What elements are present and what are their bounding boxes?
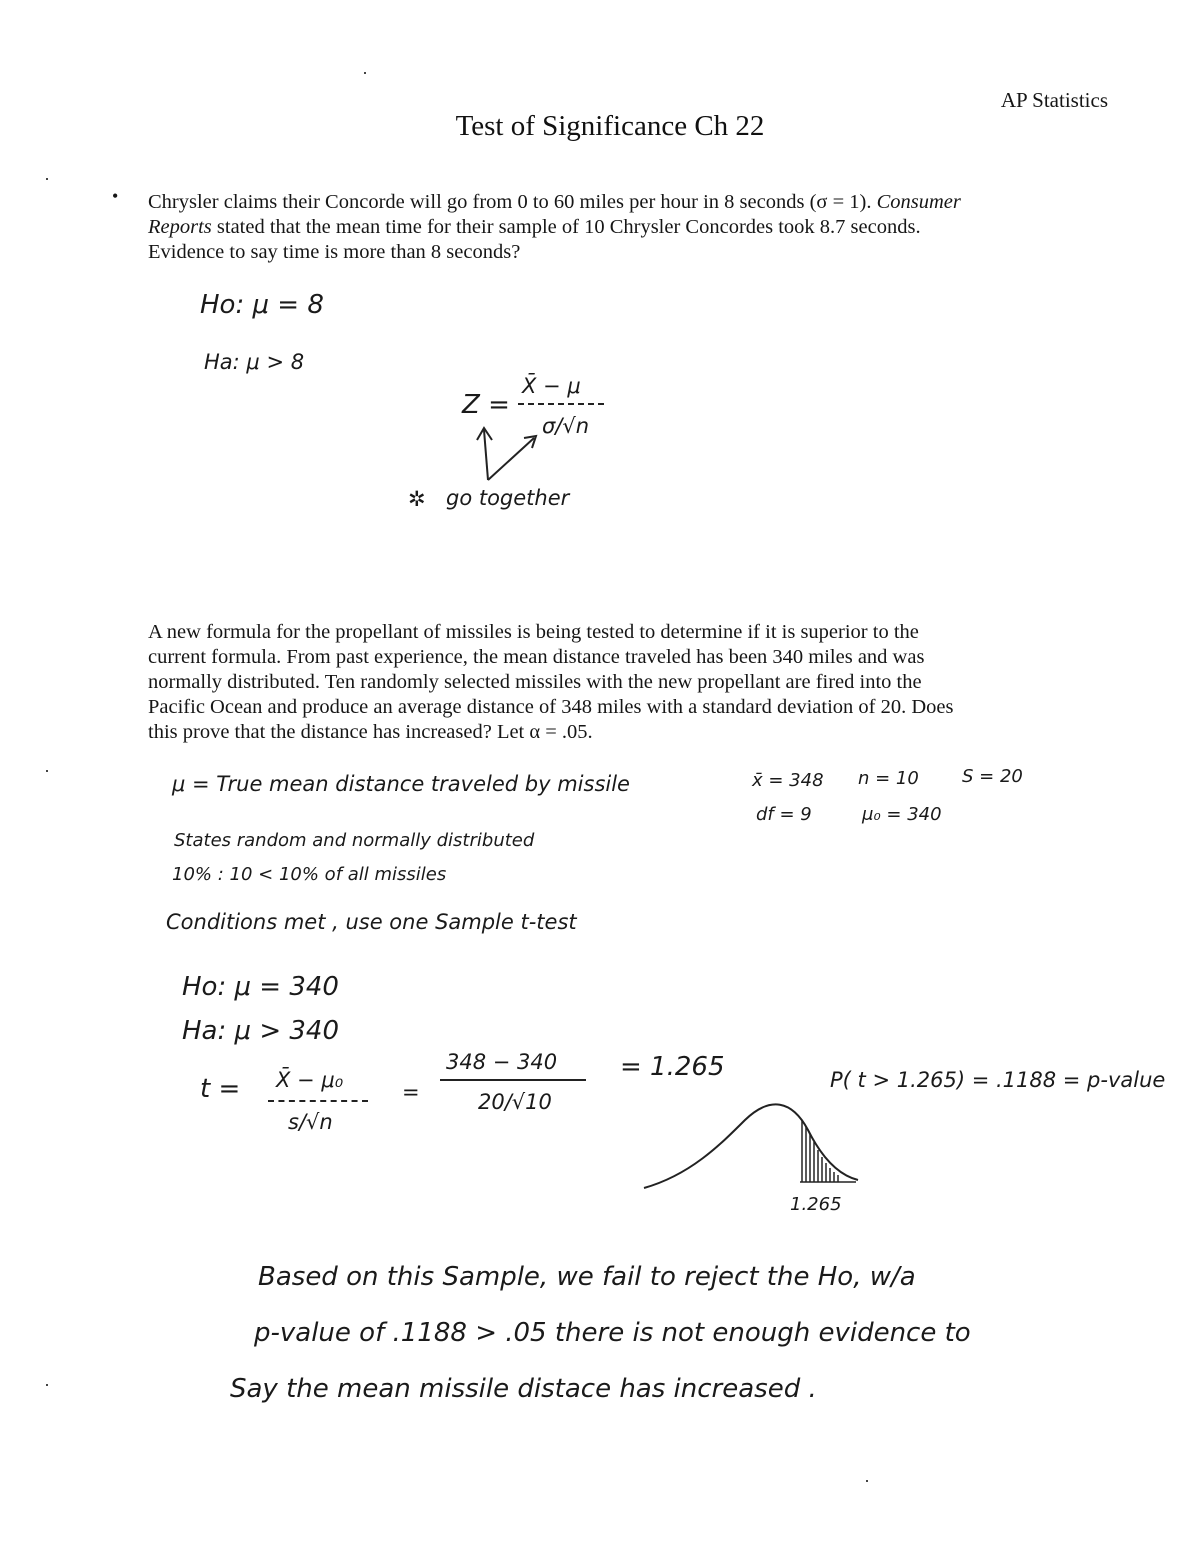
problem-2-line-4: Pacific Ocean and produce an average distance of 348 miles with a standard deviation of 20. Does (148, 696, 954, 718)
source-name-part-1: Consumer (876, 191, 961, 213)
t-formula-lhs: t = (200, 1074, 241, 1104)
conditions-met: Conditions met , use one Sample t-test (166, 910, 577, 934)
sample-sd: S = 20 (962, 766, 1023, 787)
problem-1-line-2: stated that the mean time for their sample of 10 Chrysler Concordes took 8.7 seconds. (216, 216, 921, 238)
z-formula-numerator: X̄ − μ (522, 374, 581, 398)
scan-speck (46, 178, 48, 180)
conclusion-line-2: p-value of .1188 > .05 there is not enough evidence to (254, 1318, 971, 1348)
problem-2-line-1: A new formula for the propellant of missiles is being tested to determine if it is superior to the (148, 621, 919, 643)
conclusion-line-1: Based on this Sample, we fail to reject the Ho, w/a (258, 1262, 916, 1292)
scan-speck (866, 1480, 868, 1482)
page-title: Test of Significance Ch 22 (455, 110, 765, 142)
conditions-ten-percent: 10% : 10 < 10% of all missiles (172, 864, 447, 885)
t-formula-denominator: s/√n (288, 1110, 333, 1134)
scan-speck (364, 72, 366, 74)
sample-size: n = 10 (858, 768, 919, 789)
substitution-numerator: 348 − 340 (446, 1050, 558, 1074)
together-arrows (477, 428, 536, 480)
hypothesized-mean: μ₀ = 340 (862, 804, 942, 825)
null-hypothesis-1: Ho: μ = 8 (200, 290, 324, 320)
problem-2-line-2: current formula. From past experience, the mean distance traveled has been 340 miles and was (148, 646, 925, 668)
sample-mean: x̄ = 348 (752, 770, 824, 791)
star-icon: ✲ (408, 487, 426, 511)
z-formula-denominator: σ/√n (542, 414, 590, 438)
z-formula-lhs: Z = (462, 390, 510, 420)
t-statistic-result: = 1.265 (620, 1052, 725, 1082)
go-together-note: go together (446, 486, 570, 510)
alt-hypothesis-1: Ha: μ > 8 (204, 350, 305, 374)
curve-cutoff-label: 1.265 (790, 1194, 842, 1215)
bullet-icon: • (112, 186, 119, 206)
scan-speck (46, 1384, 48, 1386)
problem-2-line-5: this prove that the distance has increased? Let α = .05. (148, 721, 593, 743)
equals-sign: = (402, 1080, 420, 1104)
course-label: AP Statistics (1000, 88, 1108, 112)
conclusion-line-3: Say the mean missile distace has increased . (230, 1374, 817, 1404)
problem-1-line-3: Evidence to say time is more than 8 seconds? (148, 241, 521, 263)
substitution-denominator: 20/√10 (478, 1090, 552, 1114)
problem-2-line-3: normally distributed. Ten randomly selected missiles with the new propellant are fired into the (148, 671, 922, 693)
null-hypothesis-2: Ho: μ = 340 (182, 972, 339, 1002)
conditions-random-normal: States random and normally distributed (174, 830, 535, 851)
degrees-of-freedom: df = 9 (756, 804, 812, 825)
scan-speck (46, 770, 48, 772)
parameter-definition: μ = True mean distance traveled by missile (172, 772, 630, 796)
problem-1-line-1: Chrysler claims their Concorde will go from 0 to 60 miles per hour in 8 seconds (σ = 1). (148, 191, 872, 213)
p-value-statement: P( t > 1.265) = .1188 = p-value (830, 1068, 1166, 1092)
alt-hypothesis-2: Ha: μ > 340 (182, 1016, 339, 1046)
t-formula-numerator: X̄ − μ₀ (276, 1068, 344, 1092)
source-name-part-2: Reports (148, 216, 212, 238)
